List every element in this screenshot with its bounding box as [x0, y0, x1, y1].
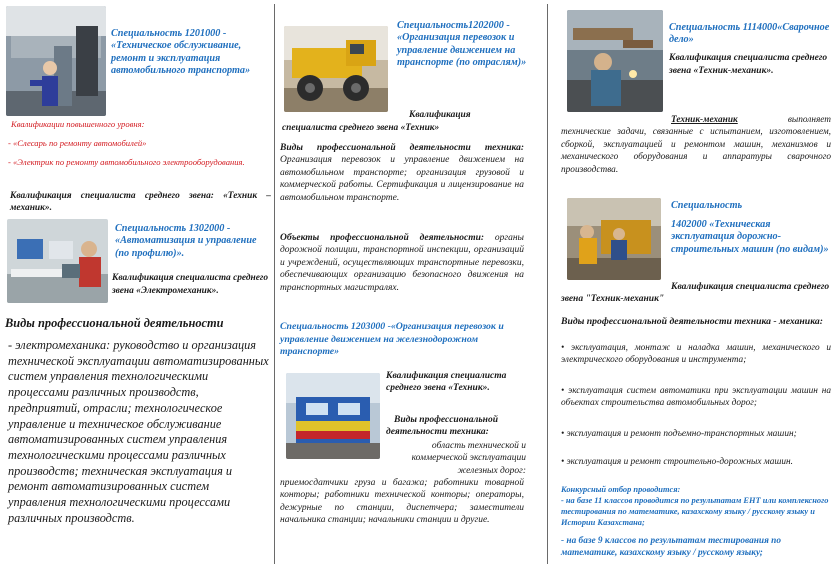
tech-activities-item: • эксплуатация и ремонт подъемно-транспортных машин;: [561, 429, 797, 439]
spec-1201000-title: Специальность 1201000 - «Техническое обслуживание, ремонт и эксплуатация автомобильного транспорта»: [111, 28, 251, 76]
activities-text: - электромеханика: руководство и организация технической эксплуатации автоматизированных систем управления технологическими процессами различных производств, предприятий, отрасли; технологическое управление и техническое обслуживание автоматизированных систем управления технологическими процессами различных производств; техническая эксплуатация и ремонт автоматизированных систем управления технологическими процессами различных производств.: [8, 338, 269, 525]
tech-mechanic-paragraph: [561, 114, 831, 176]
car-service-photo: [6, 6, 106, 116]
objects-label: Объекты профессиональной деятельности:: [280, 233, 485, 243]
spec-1402000-label: Специальность: [671, 200, 743, 211]
higher-level-heading: Квалификации повышенного уровня:: [11, 119, 145, 129]
spec-1203000-activities-label: Виды профессиональной деятельности техника:: [386, 415, 498, 438]
spec-1202000-title: Специальность1202000 - «Организация перевозок и управление движением на транспорте (по отраслям)»: [397, 20, 527, 68]
spec-1302000-qualification: Квалификация специалиста среднего звена «Электромеханик».: [112, 273, 269, 296]
spec-1202000-objects: [280, 232, 524, 294]
objects-text: органы дорожной полиции, транспортной инспекции, организаций и учреждений, осуществляющих транспортные перевозки, обеспечивающих организацию безопасного движения на транспортных магистралях.: [280, 233, 524, 293]
spec-1202000-activities: [280, 142, 524, 204]
tech-activities-item: • эксплуатация и ремонт строительно-дорожных машин.: [561, 457, 793, 467]
tech-activities-heading: Виды профессиональной деятельности техника - механика:: [561, 316, 823, 327]
welder-photo: [567, 10, 663, 112]
column-3: [557, 0, 835, 564]
column-2: [276, 0, 528, 564]
tech-activities-item: • эксплуатация, монтаж и наладка машин, механического и электрического оборудования и инструмента;: [561, 343, 831, 366]
selection-11-classes: - на базе 11 классов проводится по результатам ЕНТ или комплексного тестирования по математике, казахскому языку / русскому языку и Истории Казахстана;: [561, 496, 829, 527]
spec-1203000-activities-rest: приемосдатчики груза и багажа; работники товарной конторы; работники технической конторы; операторы, дежурные по станции, диспетчера; заместители начальника станции; начальники станции и другие.: [280, 478, 524, 526]
higher-level-item: - «Электрик по ремонту автомобильного электрооборудования.: [8, 157, 245, 167]
column-divider-1: [274, 4, 275, 564]
computer-lab-photo: [7, 219, 108, 303]
dump-truck-photo: [284, 26, 388, 112]
activities-label: Виды профессиональной деятельности техника:: [280, 143, 524, 153]
road-machinery-photo: [567, 198, 661, 280]
selection-9-classes: - на базе 9 классов по результатам тестирования по математике, казахскому языку / русскому языку;: [561, 536, 782, 559]
locomotive-photo: [286, 373, 380, 459]
spec-1203000-title: Специальность 1203000 -«Организация перевозок и управление движением на железнодорожном транспорте»: [280, 321, 504, 358]
activities-text: Организация перевозок и управление движением на автомобильном транспорте; организация грузовой и коммерческой работы. Сертификация и лицензирование на автомобильном транспорте.: [280, 155, 524, 203]
spec-1203000-activities-short: область технической и коммерческой эксплуатации железных дорог:: [411, 441, 526, 476]
tech-activities-item: • эксплуатация систем автоматики при эксплуатации машин на объектах строительства автомобильных дорог;: [561, 386, 831, 409]
spec-1114000-qualification: Квалификация специалиста среднего звена «Техник-механик».: [669, 53, 828, 76]
tech-mechanic-label: Техник-механик: [671, 115, 738, 125]
higher-level-item: - «Слесарь по ремонту автомобилей»: [8, 138, 147, 148]
spec-1402000-title: 1402000 «Техническая эксплуатация дорожно-строительных машин (по видам)»: [671, 219, 829, 255]
activities-heading: Виды профессиональной деятельности: [5, 316, 224, 330]
selection-heading: Конкурсный отбор проводится:: [561, 485, 681, 494]
spec-1202000-qualification: Квалификация специалиста среднего звена «Техник»: [282, 110, 471, 133]
mid-level-qualification: Квалификация специалиста среднего звена: «Техник – механик».: [10, 191, 271, 214]
column-1: [0, 0, 272, 564]
column-divider-2: [547, 4, 548, 564]
spec-1402000-qualification: Квалификация специалиста среднего звена "Техник-механик": [561, 282, 830, 305]
tech-mechanic-text: выполняет технические задачи, связанные с испытанием, изготовлением, сборкой, эксплуатацией и ремонтом машин, механизмов и механического оборудования и аппаратуры сварочного производства.: [561, 115, 831, 175]
spec-1203000-qualification: Квалификация специалиста среднего звена «Техник».: [386, 371, 507, 394]
spec-1114000-title: Специальность 1114000«Сварочное дело»: [669, 22, 830, 46]
spec-1302000-title: Специальность 1302000 - «Автоматизация и управление (по профилю)».: [115, 223, 257, 259]
